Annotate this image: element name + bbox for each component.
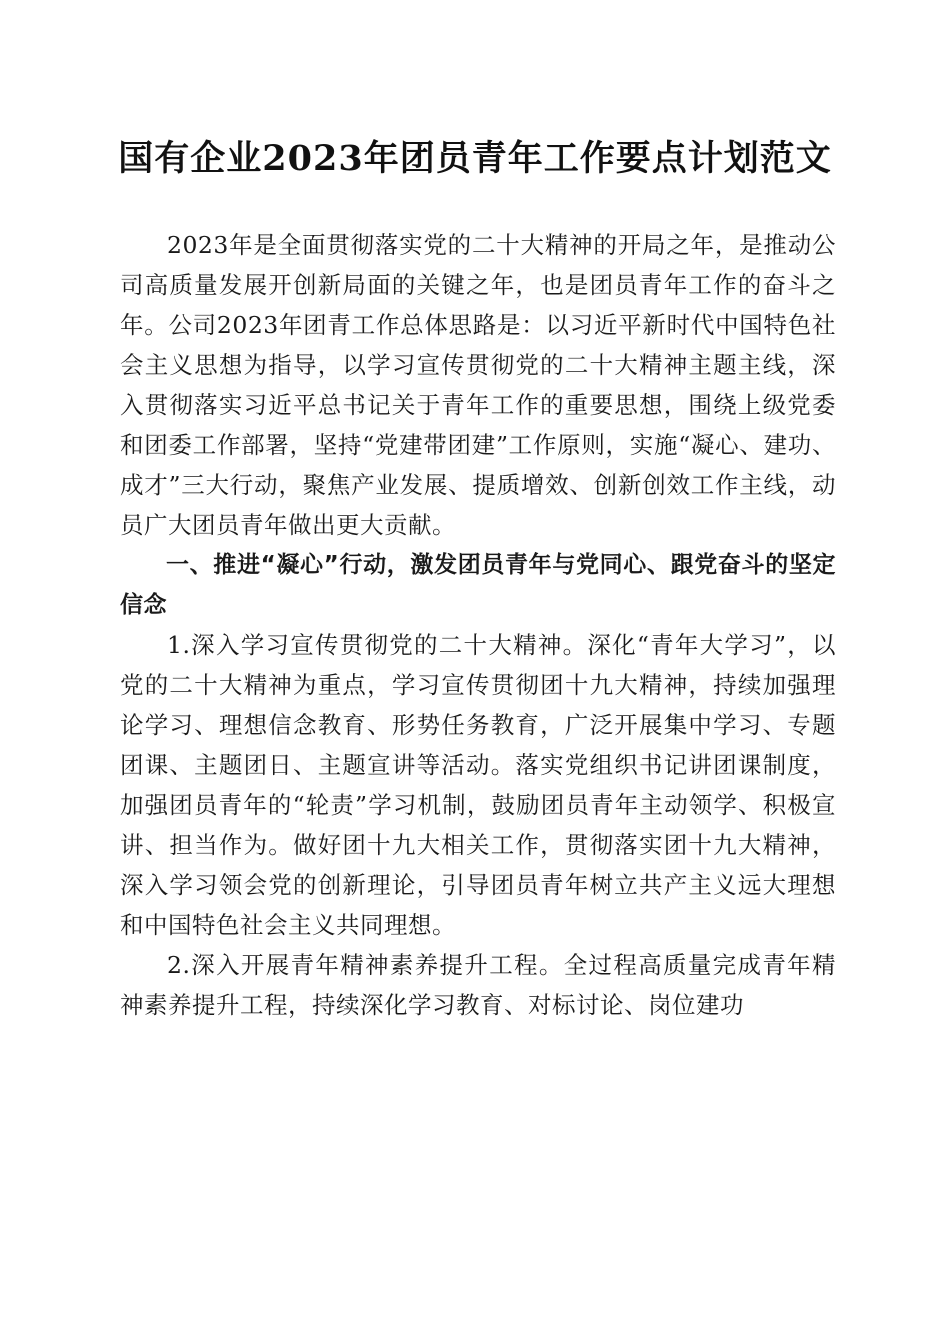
intro-paragraph: 2023年是全面贯彻落实党的二十大精神的开局之年，是推动公司高质量发展开创新局面的关键之年，也是团员青年工作的奋斗之年。公司2023年团青工作总体思路是：以习近平新时代中国特色社会主义思想为指导，以学习宣传贯彻党的二十大精神主题主线，深入贯彻落实习近平总书记关于青年工作的重要思想，围绕上级党委和团委工作部署，坚持“党建带团建”工作原则，实施“凝心、建功、成才”三大行动，聚焦产业发展、提质增效、创新创效工作主线，动员广大团员青年做出更大贡献。 (120, 231, 836, 539)
document-title: 国有企业2023年团员青年工作要点计划范文 (118, 138, 832, 179)
document-body (120, 225, 836, 1025)
item-paragraph-2: 2.深入开展青年精神素养提升工程。全过程高质量完成青年精神素养提升工程，持续深化学习教育、对标讨论、岗位建功 (120, 951, 836, 1019)
section-heading-1: 一、推进“凝心”行动，激发团员青年与党同心、跟党奋斗的坚定信念 (120, 552, 836, 618)
item-paragraph-1: 1.深入学习宣传贯彻党的二十大精神。深化“青年大学习”，以党的二十大精神为重点，学习宣传贯彻团十九大精神，持续加强理论学习、理想信念教育、形势任务教育，广泛开展集中学习、专题团课、主题团日、主题宣讲等活动。落实党组织书记讲团课制度，加强团员青年的“轮责”学习机制，鼓励团员青年主动领学、积极宣讲、担当作为。做好团十九大相关工作，贯彻落实团十九大精神，深入学习领会党的创新理论，引导团员青年树立共产主义远大理想和中国特色社会主义共同理想。 (120, 631, 836, 939)
